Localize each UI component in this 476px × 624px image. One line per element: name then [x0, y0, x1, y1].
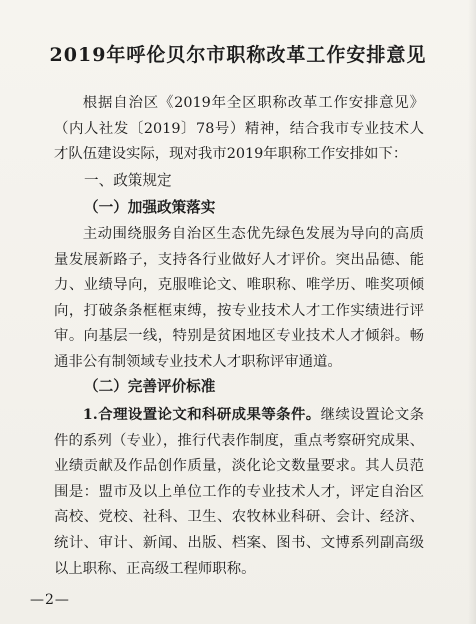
subsection-body-policy-implementation: 主动围绕服务自治区生态优先绿色发展为导向的高质量发展新路子，支持各行业做好人才评价。突出品德、能力、业绩导向，克服唯论文、唯职称、唯学历、唯奖项倾向，打破条条框框束缚，按专业技术人才工作实绩进行评审。向基层一线，特别是贫困地区专业技术人才倾斜。畅通非公有制领域专业技术人才职称评审通道。: [54, 226, 424, 370]
section-heading-policy: 一、政策规定: [84, 172, 172, 189]
item-1-body: 继续设置论文条件的系列（专业），推行代表作制度，重点考察研究成果、业绩贡献及作品创作质量，淡化论文数量要求。其人员范围是：盟市及以上单位工作的专业技术人才，评定自治区高校、党校、社科、卫生、农牧林业科研、会计、经济、统计、审计、新闻、出版、档案、图书、文博系列副高级以上职称、正高级工程师职称。: [54, 407, 424, 577]
item-1-lead: 1.合理设置论文和科研成果等条件。: [82, 406, 321, 423]
subsection-heading-evaluation-standards: （二）完善评价标准: [84, 378, 216, 395]
subsection-heading-policy-implementation: （一）加强政策落实: [84, 199, 216, 216]
intro-paragraph: 根据自治区《2019年全区职称改革工作安排意见》（内人社发〔2019〕78号）精神，结合我市专业技术人才队伍建设实际，现对我市2019年职称工作安排如下：: [54, 95, 424, 163]
document-title: 2019年呼伦贝尔市职称改革工作安排意见: [49, 44, 427, 66]
page-edge-shadow: [468, 0, 476, 624]
item-1-paragraph: [54, 402, 424, 582]
page-number: —2—: [30, 592, 70, 608]
